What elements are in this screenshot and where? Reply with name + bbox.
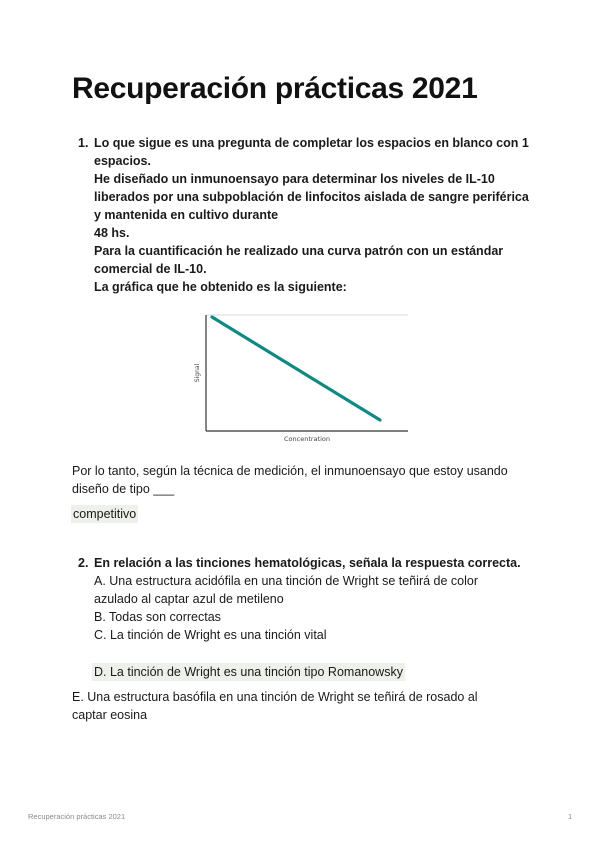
option-a-line: azulado al captar azul de metileno [94,592,284,606]
question-1-number: 1. [78,136,89,150]
option-e-line: captar eosina [72,708,148,722]
option-b: B. Todas son correctas [94,610,221,624]
question-1-stem-line: Para la cuantificación he realizado una curva patrón con un estándar [94,244,504,258]
question-1-conclusion-line: Por lo tanto, según la técnica de medición, el inmunoensayo que estoy usando [72,464,508,478]
question-1-stem-line: He diseñado un inmunoensayo para determinar los niveles de IL-10 [94,172,495,186]
chart-x-axis-label: Concentration [284,435,330,443]
footer-page-number: 1 [568,812,573,821]
option-e-line: E. Una estructura basófila en una tinción de Wright se teñirá de rosado al [72,690,478,704]
question-1-stem-line: 48 hs. [94,226,130,240]
question-1-stem-line: La gráfica que he obtenido es la siguiente: [94,280,347,294]
question-1-conclusion [72,462,508,498]
question-1-stem [94,134,534,296]
question-1-stem-line: y mantenida en cultivo durante [94,208,279,222]
question-1-stem-line: liberados por una subpoblación de linfocitos aislada de sangre periférica [94,190,529,204]
question-2-stem [94,554,534,572]
option-c: C. La tinción de Wright es una tinción vital [94,628,327,642]
question-1-conclusion-line: diseño de tipo ___ [72,482,175,496]
option-e [72,688,478,724]
question-2-options [94,572,478,644]
chart-y-axis-label: Signal [194,363,201,383]
question-1-stem-line: comercial de IL-10. [94,262,207,276]
question-2-stem-text: En relación a las tinciones hematológicas, señala la respuesta correcta. [94,556,521,570]
chart-series-line [212,317,380,420]
question-1-stem-line: espacios. [94,154,151,168]
option-d-selected: D. La tinción de Wright es una tinción tipo Romanowsky [94,665,403,679]
page-title: Recuperación prácticas 2021 [72,72,478,105]
footer-doc-title: Recuperación prácticas 2021 [28,812,126,821]
standard-curve-chart [190,305,420,450]
question-2-number: 2. [78,556,89,570]
option-a-line: A. Una estructura acidófila en una tinción de Wright se teñirá de color [94,574,479,588]
question-1-stem-line: Lo que sigue es una pregunta de completar los espacios en blanco con 1 [94,136,529,150]
question-1-answer: competitivo [73,507,137,521]
